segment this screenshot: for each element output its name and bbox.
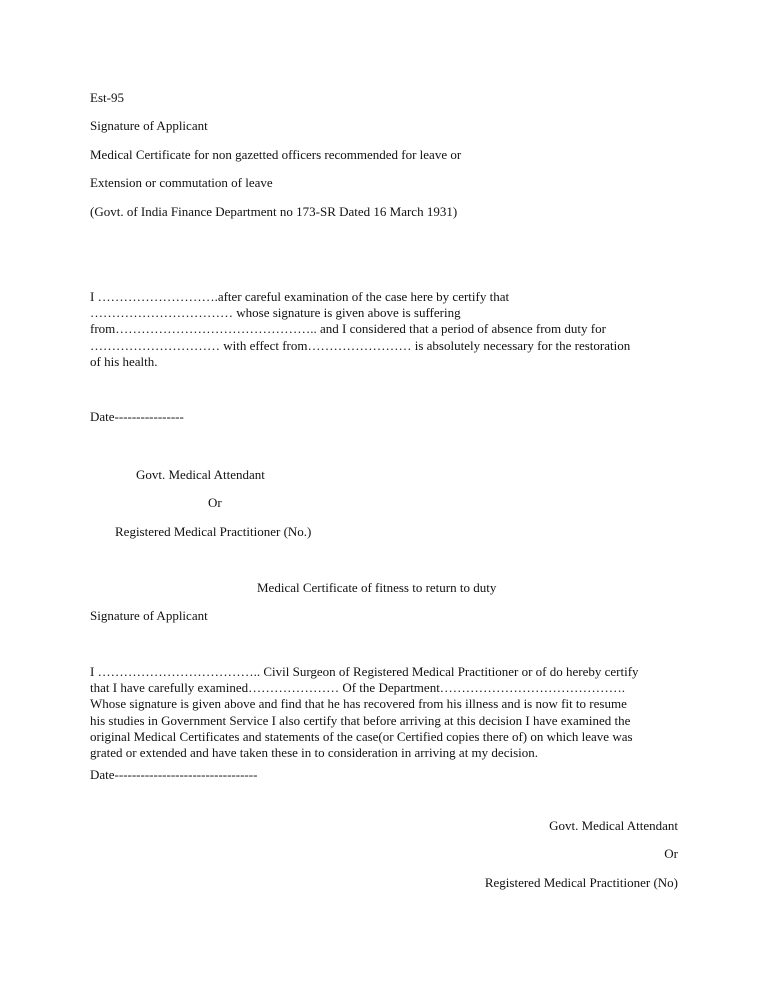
body-2-line: I ……………………………….. Civil Surgeon of Registered Medical Practitioner or of do hereby certify [90,664,639,679]
signature-of-applicant-label-2: Signature of Applicant [90,608,208,623]
fitness-certificate-heading: Medical Certificate of fitness to return to duty [257,580,497,595]
date-field-2: Date--------------------------------- [90,767,258,782]
body-2-line: Whose signature is given above and find that he has recovered from his illness and is now fit to resume [90,696,627,712]
body-1-line: from……………………………………….. and I considered that a period of absence from duty for [90,321,606,337]
body-2-line: original Medical Certificates and statements of the case(or Certified copies there of) on which leave was [90,728,633,744]
form-code: Est-95 [90,90,124,105]
or-label-1: Or [208,495,222,510]
practitioner-label-1: Registered Medical Practitioner (No.) [115,524,312,539]
certificate-body-2 [90,664,680,761]
date-field-1: Date---------------- [90,409,184,424]
reference-line: (Govt. of India Finance Department no 173-SR Dated 16 March 1931) [90,204,458,219]
body-2-line: that I have carefully examined………………… Of the Department……………………………………. [90,680,626,696]
body-2-line: his studies in Government Service I also certify that before arriving at this decision I have examined the [90,712,631,728]
body-1-line: I ……………………….after careful examination of the case here by certify that [90,289,510,304]
attendant-label-2: Govt. Medical Attendant [549,818,678,833]
certificate-title-line-1: Medical Certificate for non gazetted officers recommended for leave or [90,147,462,162]
or-label-2: Or [664,846,678,861]
body-2-line: grated or extended and have taken these in to consideration in arriving at my decision. [90,745,538,761]
body-1-line: of his health. [90,353,158,369]
signature-of-applicant-label: Signature of Applicant [90,118,208,133]
attendant-label-1: Govt. Medical Attendant [136,467,265,482]
certificate-body-1 [90,289,680,370]
practitioner-label-2: Registered Medical Practitioner (No) [484,875,678,890]
body-1-line: …………………………… whose signature is given above is suffering [90,305,461,321]
certificate-title-line-2: Extension or commutation of leave [90,175,273,190]
body-1-line: ………………………… with effect from…………………… is absolutely necessary for the restoration [90,337,631,353]
